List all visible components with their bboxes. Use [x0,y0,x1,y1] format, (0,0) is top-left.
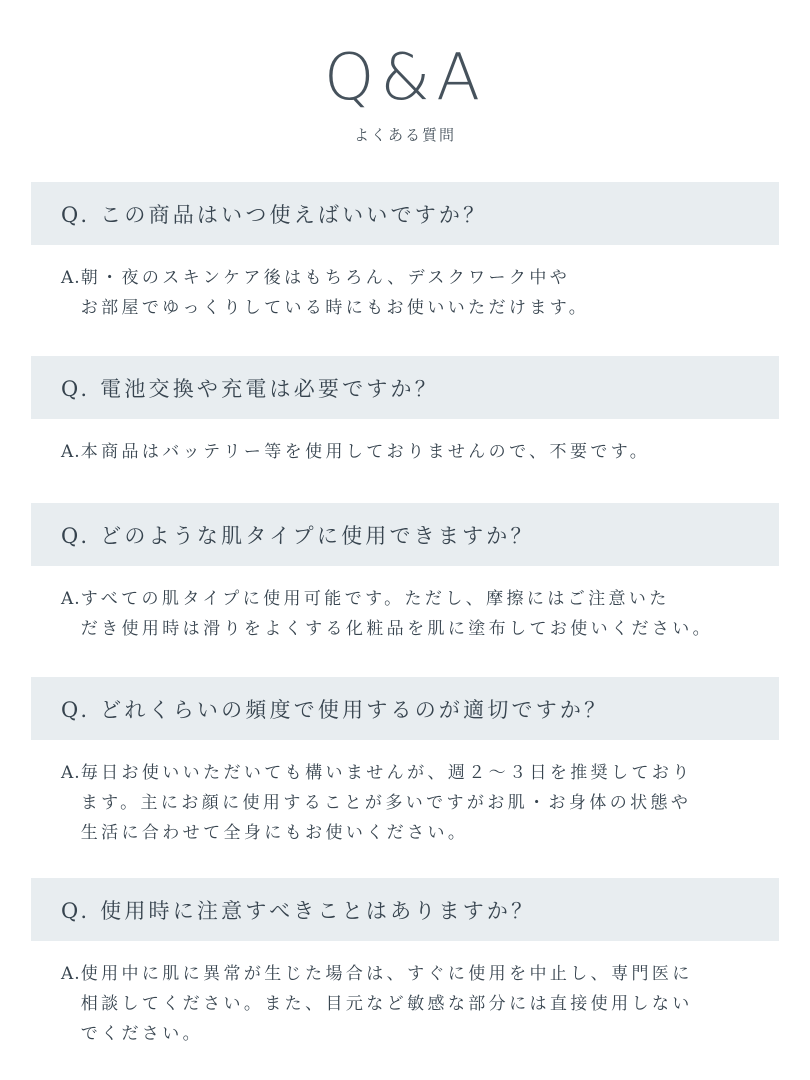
page-header [0,42,810,145]
faq-item-1 [31,182,779,323]
answer-prefix: A. [61,589,81,609]
answer-block [31,758,779,848]
answer-prefix: A. [61,442,81,462]
question-text: Q. どのような肌タイプに使用できますか？ [61,523,535,548]
question-text: Q. 電池交換や充電は必要ですか？ [61,376,439,401]
answer-line: 毎日お使いいただいても構いませんが、週２～３日を推奨しており [80,763,693,783]
question-text: Q. どれくらいの頻度で使用するのが適切ですか？ [61,697,609,722]
answer-line: でください。 [80,1024,204,1044]
answer-line: 相談してください。また、目元など敏感な部分には直接使用しない [80,994,693,1014]
answer-line: 朝・夜のスキンケア後はもちろん、デスクワーク中や [80,268,571,288]
question-bar [31,677,779,740]
question-text: Q. この商品はいつ使えばいいですか？ [61,202,488,227]
answer-line: お部屋でゆっくりしている時にもお使いいただけます。 [80,298,590,318]
answer-prefix: A. [61,268,81,288]
faq-item-5 [31,878,779,1049]
answer-block [31,584,779,644]
answer-block [31,959,779,1049]
question-text: Q. 使用時に注意すべきことはありますか？ [61,898,536,923]
question-bar [31,878,779,941]
faq-item-4 [31,677,779,848]
question-bar [31,356,779,419]
faq-item-3 [31,503,779,644]
answer-prefix: A. [61,964,81,984]
answer-block [31,437,779,467]
question-bar [31,503,779,566]
answer-block [31,263,779,323]
answer-line: 使用中に肌に異常が生じた場合は、すぐに使用を中止し、専門医に [80,964,693,984]
answer-line: だき使用時は滑りをよくする化粧品を肌に塗布してお使いください。 [80,619,714,639]
answer-line: すべての肌タイプに使用可能です。ただし、摩擦にはご注意いた [80,589,670,609]
faq-item-2 [31,356,779,467]
answer-prefix: A. [61,763,81,783]
answer-line: 生活に合わせて全身にもお使いください。 [80,823,469,843]
page-title: Q&A [323,41,487,115]
question-bar [31,182,779,245]
answer-line: ます。主にお顔に使用することが多いですがお肌・お身体の状態や [80,793,692,813]
page-subtitle: よくある質問 [353,126,456,144]
answer-line: 本商品はバッテリー等を使用しておりませんので、不要です。 [80,442,651,462]
